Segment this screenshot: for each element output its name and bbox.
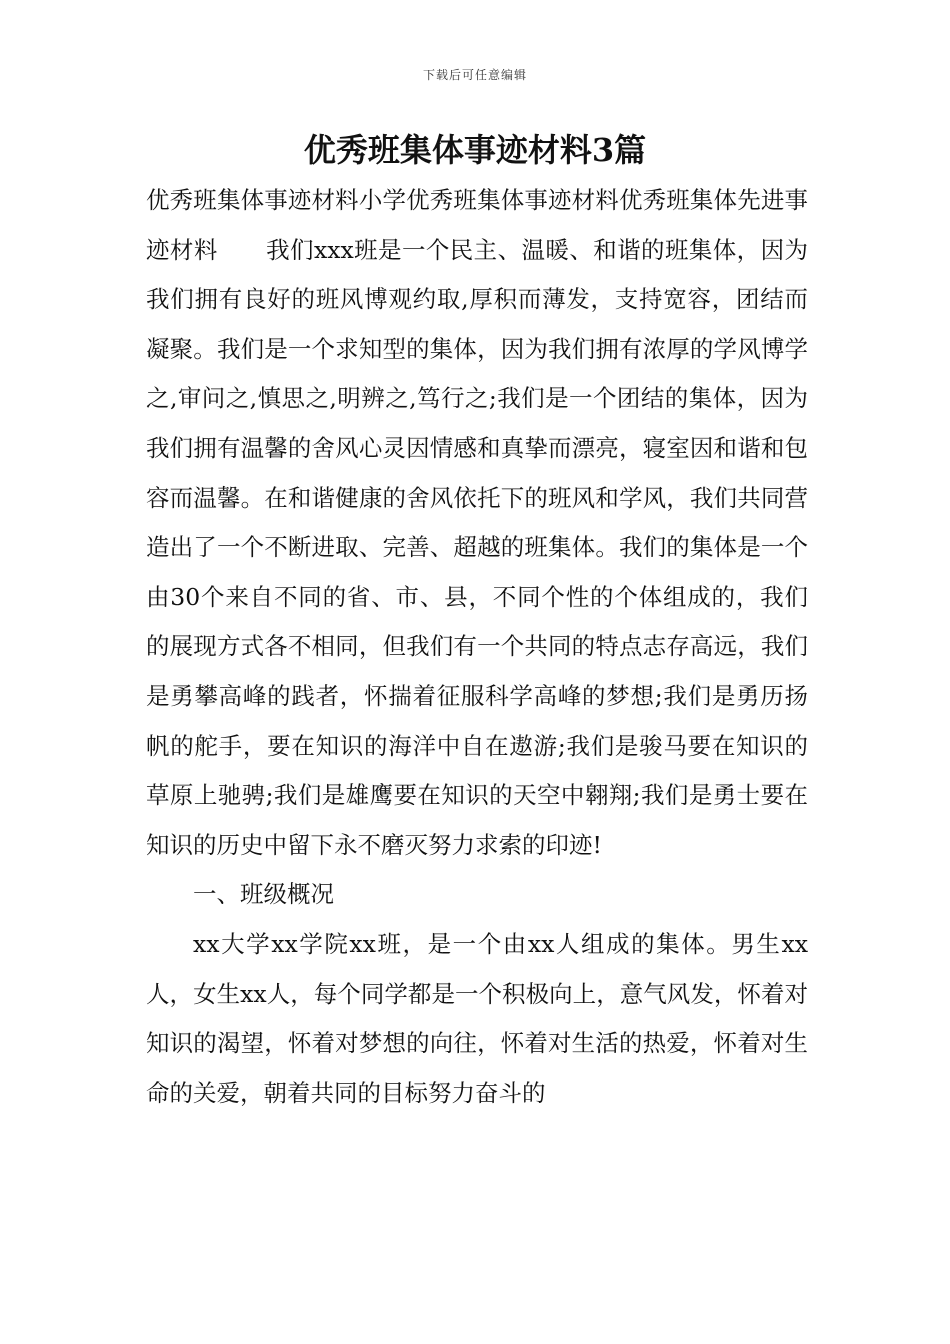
- document-body: [146, 176, 808, 1118]
- section-paragraph: xx大学xx学院xx班，是一个由xx人组成的集体。男生xx人，女生xx人，每个同学都是一个积极向上，意气风发，怀着对知识的渴望，怀着对梦想的向往，怀着对生活的热爱，怀着对生命的关爱，朝着共同的目标努力奋斗的: [146, 929, 808, 1107]
- header-note: 下载后可任意编辑: [422, 68, 527, 82]
- intro-body: 我们xxx班是一个民主、温暖、和谐的班集体，因为我们拥有良好的班风博观约取,厚积而薄发，支持宽容，团结而凝聚。我们是一个求知型的集体，因为我们拥有浓厚的学风博学之,审问之,慎思之,明辨之,笃行之;我们是一个团结的集体，因为我们拥有温馨的舍风心灵因情感和真挚而漂亮，寝室因和谐和包容而温馨。在和谐健康的舍风依托下的班风和学风，我们共同营造出了一个不断进取、完善、超越的班集体。我们的集体是一个由30个来自不同的省、市、县，不同个性的个体组成的，我们的展现方式各不相同，但我们有一个共同的特点志存高远，我们是勇攀高峰的践者，怀揣着征服科学高峰的梦想;我们是勇历扬帆的舵手，要在知识的海洋中自在遨游;我们是骏马要在知识的草原上驰骋;我们是雄鹰要在知识的天空中翱翔;我们是勇士要在知识的历史中留下永不磨灭努力求索的印迹!: [146, 235, 808, 859]
- document-title: 优秀班集体事迹材料3篇: [303, 131, 647, 169]
- intro-lead: 优秀班集体事迹材料小学优秀班集体事迹材料优秀班集体先进事迹材料: [146, 186, 808, 264]
- section-heading: 一、班级概况: [193, 880, 334, 909]
- intro-paragraph: [146, 176, 808, 870]
